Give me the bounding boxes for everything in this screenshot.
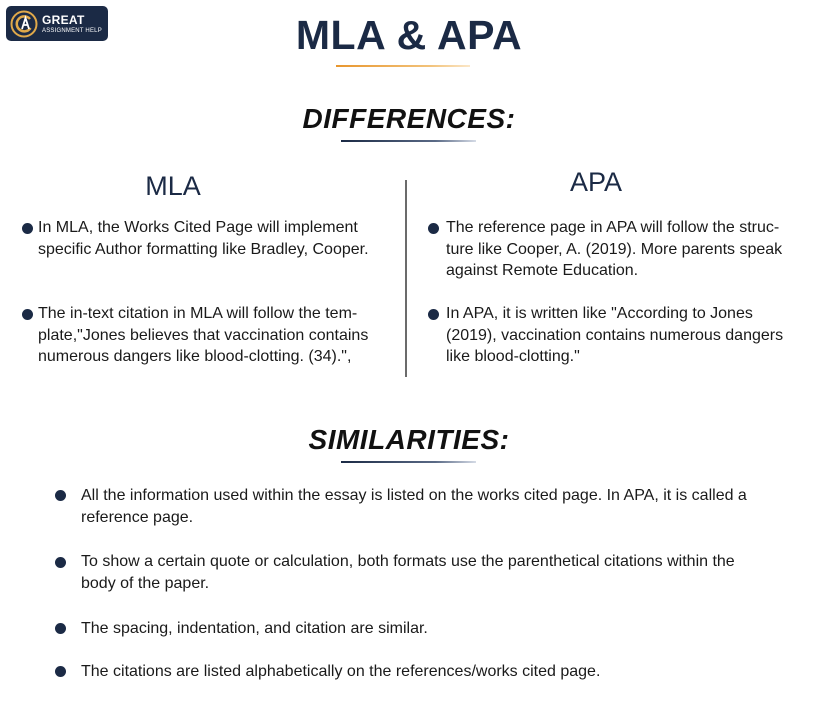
bullet-icon: [22, 223, 33, 234]
apa-heading: APA: [569, 167, 623, 197]
differences-heading: DIFFERENCES:: [302, 103, 516, 134]
brand-name-line2: ASSIGNMENT HELP: [42, 27, 102, 34]
similarity-item: The citations are listed alphabetically on the references/works cited page.: [81, 663, 601, 680]
bullet-icon: [428, 223, 439, 234]
similarity-item: To show a certain quote or calculation, both formats use the parenthetical citations within the body of the paper.: [81, 553, 735, 592]
brand-name-line1: GREAT: [42, 12, 85, 27]
apa-item: The reference page in APA will follow the struc-ture like Cooper, A. (2019). More parents speak against Remote Education.: [446, 219, 783, 279]
bullet-icon: [55, 666, 66, 677]
page-title: MLA & APA: [295, 12, 523, 58]
similarity-item: The spacing, indentation, and citation are similar.: [81, 620, 428, 637]
column-divider: [405, 180, 407, 377]
mla-item: In MLA, the Works Cited Page will implement specific Author formatting like Bradley, Cooper.: [38, 219, 369, 258]
similarities-underline: [341, 461, 476, 463]
mla-item: The in-text citation in MLA will follow the tem-plate,"Jones believes that vaccination contains numerous dangers like blood-clotting. (34).",: [38, 305, 369, 365]
similarities-heading: SIMILARITIES:: [308, 424, 510, 455]
mla-heading: MLA: [145, 171, 201, 201]
bullet-icon: [55, 623, 66, 634]
bullet-icon: [22, 309, 33, 320]
bullet-icon: [55, 557, 66, 568]
differences-underline: [341, 140, 476, 142]
title-underline: [336, 65, 470, 67]
bullet-icon: [55, 490, 66, 501]
apa-item: In APA, it is written like "According to Jones (2019), vaccination contains numerous dangers like blood-clotting.": [446, 305, 784, 365]
bullet-icon: [428, 309, 439, 320]
similarity-item: All the information used within the essay is listed on the works cited page. In APA, it is called a reference page.: [81, 487, 747, 526]
